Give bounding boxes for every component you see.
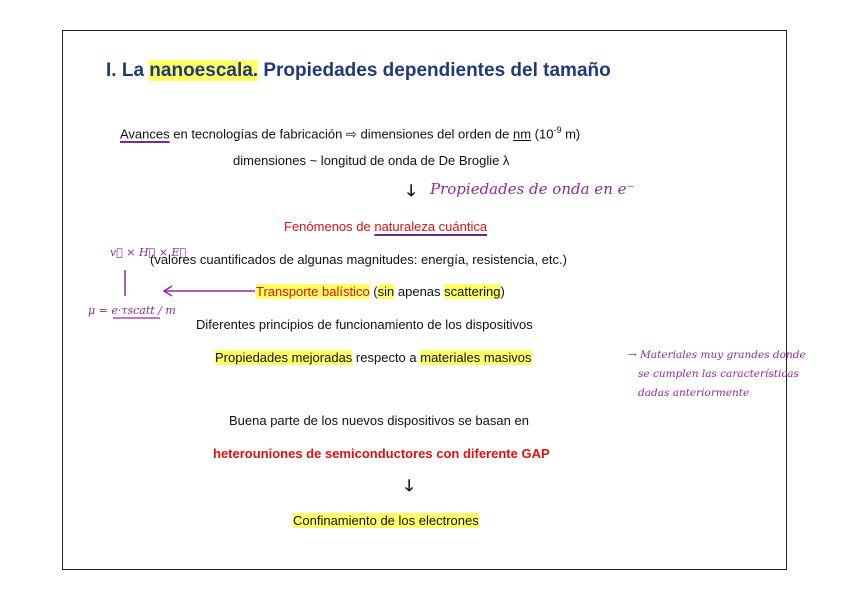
exponent: -9 <box>553 125 562 135</box>
line-confinamiento <box>293 513 479 528</box>
line1-text-a: en tecnologías de fabricación <box>169 126 346 142</box>
hand-note-line-1: → Materiales muy grandes donde <box>628 349 806 361</box>
line5-p2: apenas <box>394 284 445 299</box>
line1-text-c: (10 <box>531 126 554 142</box>
line-heterouniones: heterouniones de semiconductores con diferente GAP <box>213 446 550 461</box>
propiedades-mejoradas: Propiedades mejoradas <box>215 350 353 365</box>
line-valores: (valores cuantificados de algunas magnitudes: energía, resistencia, etc.) <box>150 252 567 267</box>
confinamiento-electrones: Confinamiento de los electrones <box>293 513 479 528</box>
title-highlight: nanoescala. <box>149 60 259 81</box>
down-arrow-icon-2: 🡓 <box>405 478 414 495</box>
title-suffix: Propiedades dependientes del tamaño <box>258 60 611 81</box>
down-arrow-icon: 🡓 <box>407 183 416 200</box>
line-buena-parte: Buena parte de los nuevos dispositivos se basan en <box>229 413 529 428</box>
line5-p1: ( <box>369 284 378 299</box>
nm-word: nm <box>513 126 532 142</box>
hand-note-materiales <box>628 346 806 403</box>
line7-mid: respecto a <box>352 350 421 365</box>
sin-word: sin <box>377 284 395 299</box>
hand-vector-product: v⃗ × H⃗ × E⃗ <box>110 246 187 259</box>
line-de-broglie: dimensiones ~ longitud de onda de De Broglie λ <box>233 153 510 168</box>
line1-text-d: m) <box>561 126 581 142</box>
materiales-masivos: materiales masivos <box>420 350 532 365</box>
line-propiedades <box>215 350 532 365</box>
transporte-balistico: Transporte balístico <box>256 284 370 299</box>
scattering-word: scattering <box>444 284 501 299</box>
naturaleza-cuantica: naturaleza cuántica <box>374 219 488 234</box>
fenomenos-prefix: Fenómenos de <box>284 219 375 234</box>
hand-note-wave: Propiedades de onda en e⁻ <box>430 180 635 198</box>
hand-note-line-2: se cumplen las características <box>638 368 799 380</box>
avances-word: Avances <box>120 126 170 142</box>
line1-text-b: dimensiones del orden de <box>356 126 513 142</box>
line5-p3: ) <box>500 284 505 299</box>
line-transporte <box>256 284 505 299</box>
line-principios: Diferentes principios de funcionamiento de los dispositivos <box>196 317 533 332</box>
hand-mobility-formula: μ = e·τscatt / m <box>88 304 176 317</box>
right-arrow-icon: ⇨ <box>345 126 357 142</box>
title-prefix: I. La <box>106 60 150 81</box>
hand-note-line-3: dadas anteriormente <box>638 387 750 399</box>
